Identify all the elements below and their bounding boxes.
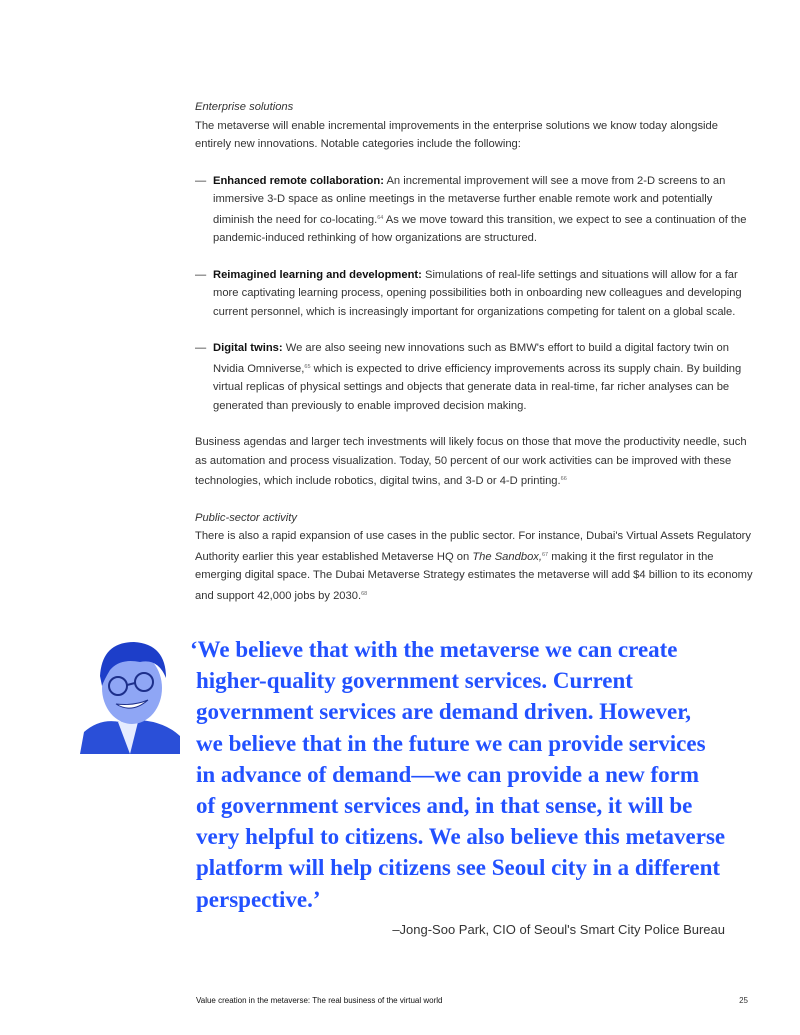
dash: — bbox=[195, 268, 207, 281]
footer-title: Value creation in the metaverse: The real business of the virtual world bbox=[196, 996, 443, 1005]
quote-line: government services are demand driven. However, bbox=[196, 699, 692, 725]
bullet-title: Digital twins: bbox=[213, 342, 283, 354]
public-paragraph bbox=[195, 527, 755, 605]
footnote-ref: 66 bbox=[560, 476, 567, 482]
public-text: There is also a rapid expansion of use cases in the public sector. For instance, Dubai's Virtual Assets Regulatory Authority earlier this year established Metaverse HQ on bbox=[195, 530, 752, 563]
bullet-learning-development bbox=[195, 266, 755, 322]
sandbox-title: The Sandbox, bbox=[472, 550, 542, 563]
quote-attribution: –Jong-Soo Park, CIO of Seoul's Smart City Police Bureau bbox=[392, 922, 725, 937]
bullet-text: As we move toward this transition, we expect to see a continuation of the pandemic-induced rethinking of how organizations are structured. bbox=[213, 213, 747, 244]
enterprise-intro: The metaverse will enable incremental improvements in the enterprise solutions we know today alongside entirely new innovations. Notable categories include the following: bbox=[195, 119, 718, 150]
bullet-text: An incremental improvement will see a move from 2-D screens to an immersive 3-D space as online meetings in the metaverse further enable remote work and potentially diminish the need for co-locating. bbox=[213, 174, 726, 226]
public-heading: Public-sector activity bbox=[195, 511, 297, 524]
bullet-title: Reimagined learning and development: bbox=[213, 268, 422, 281]
footnote-ref: 65 bbox=[304, 363, 311, 370]
quote-line: of government services and, in that sense, it will be bbox=[196, 793, 693, 819]
dash: — bbox=[195, 342, 207, 354]
quote-line: very helpful to citizens. We also believe this metaverse bbox=[196, 824, 726, 850]
bullet-remote-collaboration bbox=[195, 172, 755, 248]
bullet-text: Simulations of real-life settings and situations will allow for a far more captivating learning process, opening possibilities both in onboarding new colleagues and developing current personnel, which is increasingly important for organizations competing for talent on a global scale. bbox=[213, 268, 742, 318]
quote-line: perspective.’ bbox=[196, 886, 321, 912]
bullet-title: Enhanced remote collaboration: bbox=[213, 174, 384, 187]
quote-line: higher-quality government services. Current bbox=[196, 668, 633, 694]
page-number: 25 bbox=[739, 996, 748, 1005]
footnote-ref: 64 bbox=[377, 214, 384, 221]
business-paragraph bbox=[195, 433, 755, 491]
portrait-illustration bbox=[80, 636, 180, 754]
bullet-text: which is expected to drive efficiency improvements across its supply chain. By building virtual replicas of physical settings and objects that generate data in real-time, far richer analyses can be generated than previously to enable improved decision making. bbox=[213, 362, 742, 412]
quote-line: we believe that in the future we can provide services bbox=[196, 730, 706, 756]
footnote-ref: 67 bbox=[542, 551, 549, 558]
bullet-digital-twins bbox=[195, 339, 755, 415]
pull-quote bbox=[190, 634, 770, 915]
enterprise-section bbox=[195, 98, 755, 605]
enterprise-heading: Enterprise solutions bbox=[195, 101, 294, 113]
footnote-ref: 68 bbox=[361, 590, 368, 597]
dash: — bbox=[195, 174, 207, 187]
quote-line: platform will help citizens see Seoul city in a different bbox=[196, 855, 721, 881]
bullet-text: We are also seeing new innovations such as BMW's effort to build a digital factory twin on Nvidia Omniverse, bbox=[213, 342, 729, 375]
business-text: Business agendas and larger tech investments will likely focus on those that move the productivity needle, such as automation and process visualization. Today, 50 percent of our work activities can be improved with these technologies, which include robotics, digital twins, and 3-D or 4-D printing. bbox=[195, 436, 747, 487]
quote-line: ‘We believe that with the metaverse we can create bbox=[190, 637, 678, 662]
public-text: making it the first regulator in the emerging digital space. The Dubai Metaverse Strategy estimates the metaverse will add $4 billion to its economy and support 42,000 jobs by 2030. bbox=[195, 550, 753, 602]
quote-line: in advance of demand—we can provide a new form bbox=[196, 761, 700, 787]
